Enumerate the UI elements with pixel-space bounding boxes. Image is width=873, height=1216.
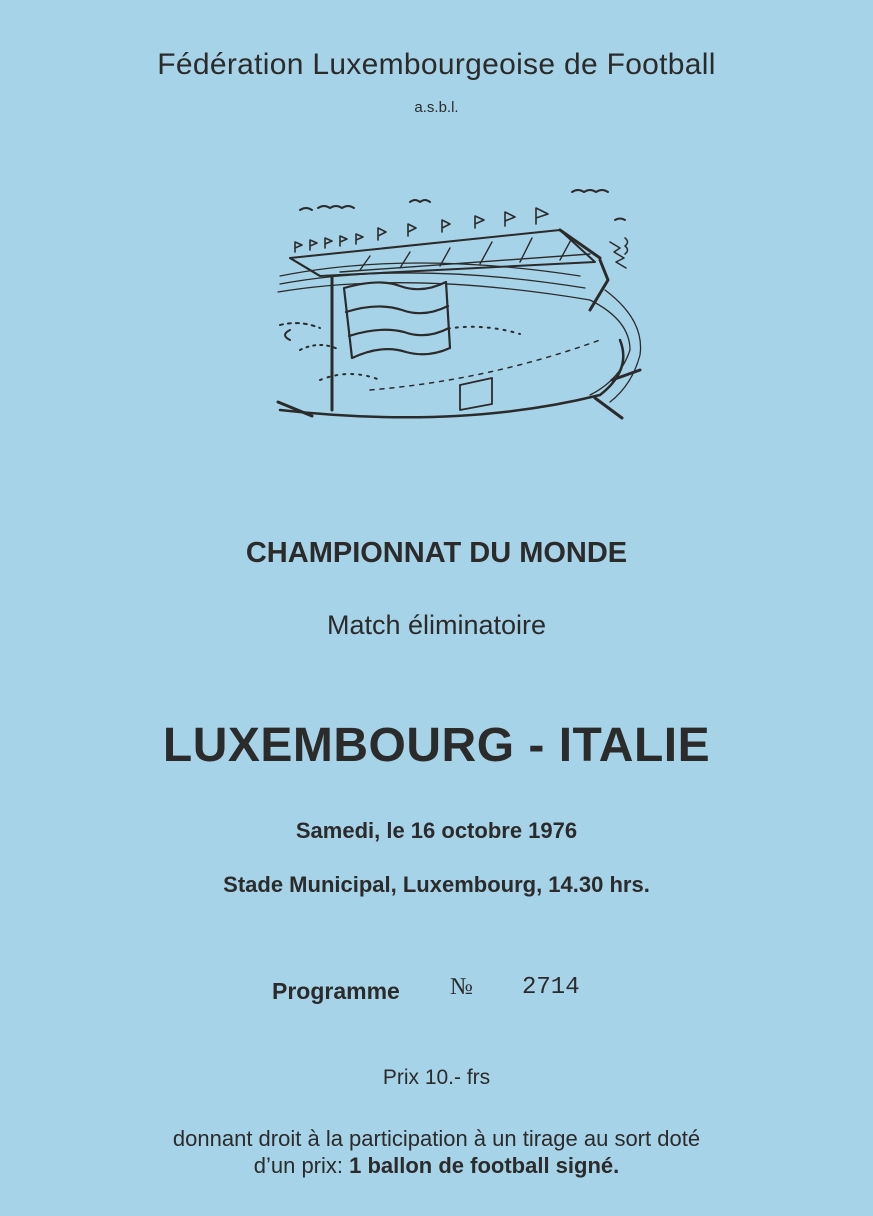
stadium-icon [260, 180, 650, 430]
programme-number: 2714 [522, 974, 580, 1001]
raffle-line-2-prefix: d’un prix: [253, 1153, 350, 1178]
match-stage: Match éliminatoire [326, 610, 547, 640]
federation-name: Fédération Luxembourgeoise de Football [157, 48, 716, 81]
legal-form: a.s.b.l. [414, 99, 459, 116]
number-sign: № [450, 974, 473, 1000]
price: Prix 10.- frs [382, 1066, 491, 1089]
raffle-line-2 [0, 1153, 873, 1179]
programme-label: Programme [272, 978, 400, 1004]
teams-heading: LUXEMBOURG - ITALIE [162, 719, 711, 772]
raffle-line-1: donnant droit à la participation à un tirage au sort doté [172, 1126, 701, 1151]
raffle-prize: 1 ballon de football signé. [349, 1153, 620, 1178]
competition-title: CHAMPIONNAT DU MONDE [245, 537, 628, 569]
match-date: Samedi, le 16 octobre 1976 [295, 818, 578, 843]
match-venue: Stade Municipal, Luxembourg, 14.30 hrs. [223, 872, 650, 897]
